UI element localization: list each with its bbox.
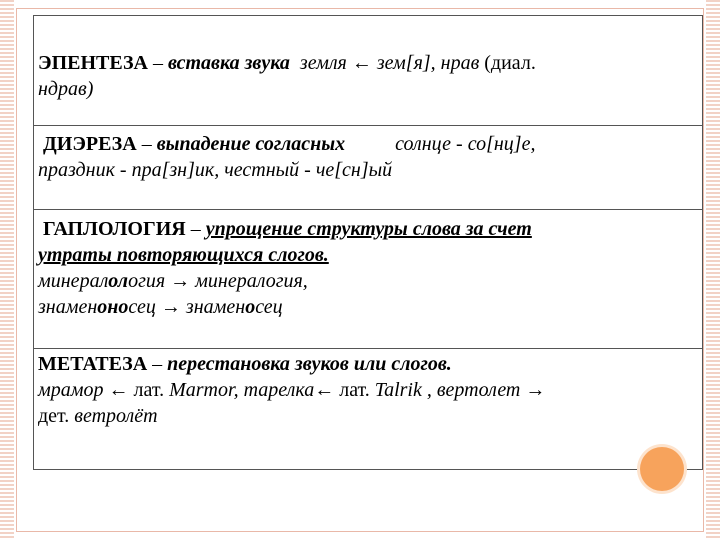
- table-row-epenthesis: [34, 16, 702, 125]
- row-line: [38, 76, 694, 102]
- orange-circle-decoration: [640, 447, 684, 491]
- row-line: [38, 50, 694, 76]
- example-part: дет.: [38, 405, 75, 427]
- row-line: [38, 294, 694, 320]
- example-plain: (диал.: [479, 52, 536, 74]
- dash: –: [147, 52, 168, 74]
- example-part: мрамор ←: [38, 379, 129, 401]
- definition: выпадение согласных: [156, 133, 346, 155]
- example-part: о: [245, 296, 256, 318]
- example: ндрав): [38, 78, 94, 100]
- example-part: оно: [97, 296, 129, 318]
- example-part: знамен: [38, 296, 98, 318]
- dash: –: [185, 218, 206, 240]
- table-row-dieresis: [34, 125, 702, 209]
- row-line: [38, 351, 694, 377]
- example: праздник - пра[зн]ик, честный - че[сн]ый: [38, 159, 393, 181]
- row-line: [38, 403, 694, 429]
- frame-line-left: [16, 8, 17, 532]
- example-part: Talrik , вертолет →: [374, 379, 546, 401]
- example: земля ← зем[я], нрав: [299, 52, 480, 74]
- example-part: огия,: [265, 270, 308, 292]
- term: МЕТАТЕЗА: [38, 353, 148, 375]
- frame-line-bottom: [16, 531, 704, 532]
- row-line: [38, 131, 694, 157]
- definition: вставка звука: [167, 52, 290, 74]
- example-part: огия →: [128, 270, 191, 292]
- row-line: [38, 157, 694, 183]
- frame-line-top: [16, 8, 704, 9]
- table-row-haplology: [34, 209, 702, 348]
- row-line: [38, 242, 694, 268]
- term: ЭПЕНТЕЗА: [38, 52, 148, 74]
- example: солнце - со[нц]е,: [395, 133, 536, 155]
- left-decorative-stripes: [0, 0, 14, 540]
- example-part: минерал: [38, 270, 109, 292]
- row-line: [38, 377, 694, 403]
- example-part: минерал: [190, 270, 266, 292]
- example-part: сец: [255, 296, 283, 318]
- frame-line-right: [703, 8, 704, 532]
- term: ДИЭРЕЗА: [43, 133, 137, 155]
- example-part: сец → знамен: [128, 296, 246, 318]
- row-line: [38, 268, 694, 294]
- terms-table: [33, 15, 703, 470]
- dash: –: [136, 133, 157, 155]
- example-part: Marmor, тарелка←: [169, 379, 335, 401]
- row-line: [38, 216, 694, 242]
- table-row-metathesis: [34, 348, 702, 469]
- example-part: лат.: [334, 379, 375, 401]
- definition: перестановка звуков или слогов.: [167, 353, 452, 375]
- definition: утраты повторяющихся слогов.: [38, 244, 329, 266]
- example-part: ветролёт: [74, 405, 158, 427]
- example-part: ол: [108, 270, 129, 292]
- right-decorative-stripes: [706, 0, 720, 540]
- dash: –: [147, 353, 168, 375]
- definition: упрощение структуры слова за счет: [205, 218, 532, 240]
- term: ГАПЛОЛОГИЯ: [43, 218, 186, 240]
- example-part: лат.: [128, 379, 170, 401]
